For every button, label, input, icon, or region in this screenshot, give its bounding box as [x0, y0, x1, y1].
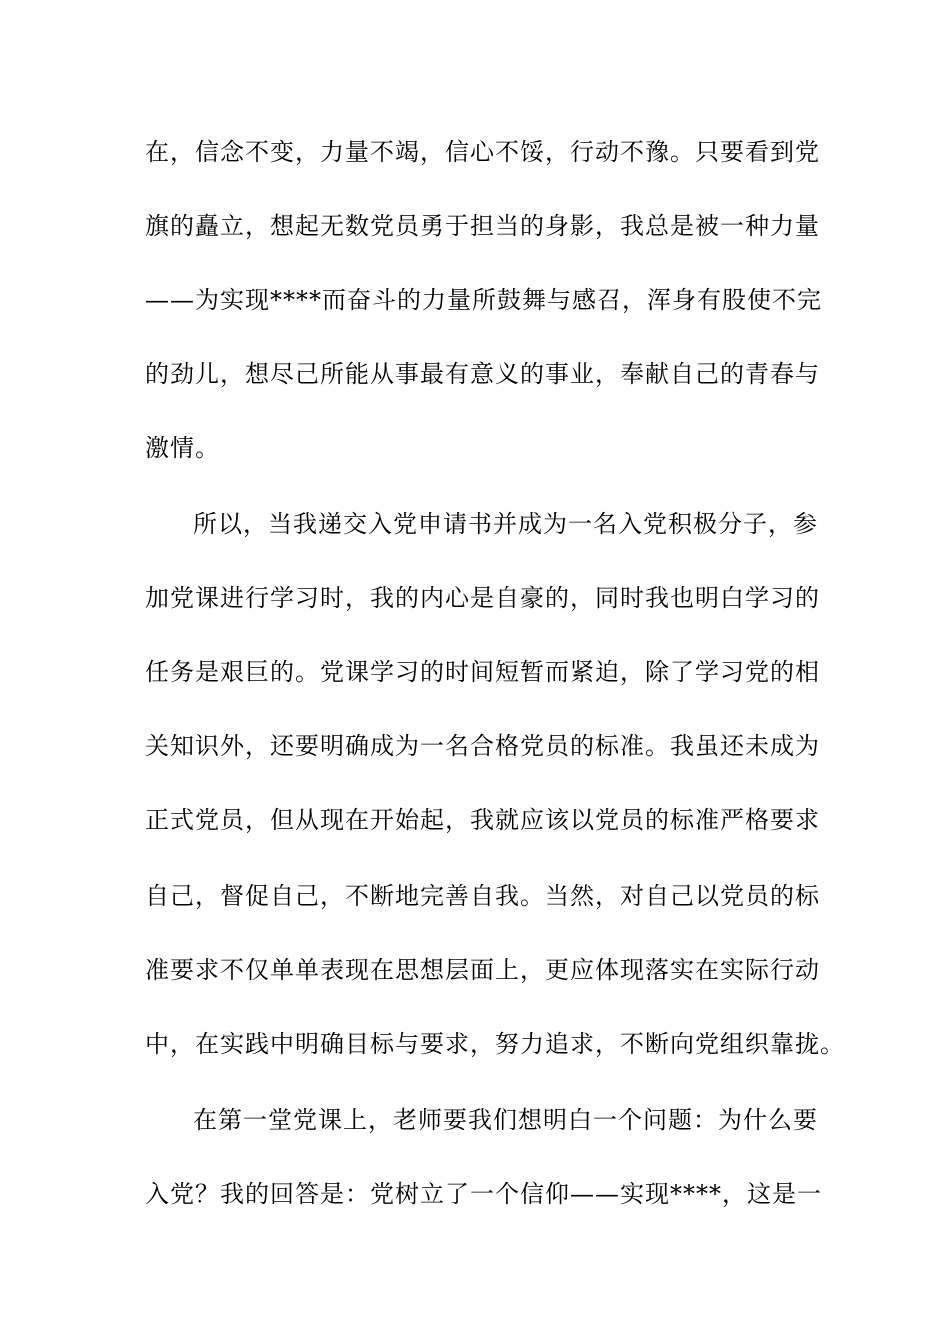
text-line: 旗的矗立，想起无数党员勇于担当的身影，我总是被一种力量 — [145, 212, 820, 240]
text-line: ——为实现****而奋斗的力量所鼓舞与感召，浑身有股使不完 — [145, 286, 822, 314]
text-line: 关知识外，还要明确成为一名合格党员的标准。我虽还未成为 — [145, 732, 820, 760]
text-line: 准要求不仅单单表现在思想层面上，更应体现落实在实际行动 — [145, 956, 820, 984]
text-line: 中，在实践中明确目标与要求，努力追求，不断向党组织靠拢。 — [145, 1030, 845, 1058]
paragraph-first-line: 所以，当我递交入党申请书并成为一名入党积极分子，参 — [193, 510, 818, 538]
text-line: 加党课进行学习时，我的内心是自豪的，同时我也明白学习的 — [145, 584, 820, 612]
text-line: 任务是艰巨的。党课学习的时间短暂而紧迫，除了学习党的相 — [145, 658, 820, 686]
paragraph-first-line: 在第一堂党课上，老师要我们想明白一个问题：为什么要 — [193, 1106, 818, 1134]
text-line: 在，信念不变，力量不竭，信心不馁，行动不豫。只要看到党 — [145, 138, 820, 166]
text-line: 正式党员，但从现在开始起，我就应该以党员的标准严格要求 — [145, 806, 820, 834]
text-line: 激情。 — [145, 434, 220, 462]
text-line: 入党？我的回答是：党树立了一个信仰——实现****，这是一 — [145, 1180, 822, 1208]
text-line: 自己，督促自己，不断地完善自我。当然，对自己以党员的标 — [145, 882, 820, 910]
text-line: 的劲儿，想尽己所能从事最有意义的事业，奉献自己的青春与 — [145, 360, 820, 388]
